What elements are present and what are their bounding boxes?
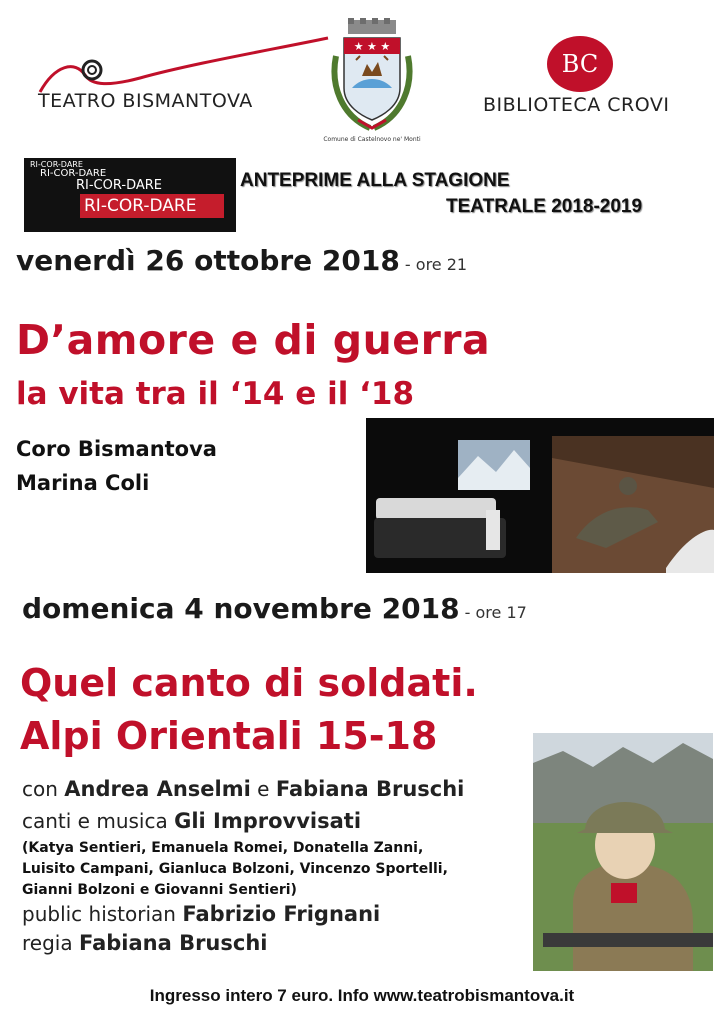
choir-stage-photo <box>366 418 714 573</box>
event2-cast-line: Luisito Campani, Gianluca Bolzoni, Vincenzo Sportelli, <box>22 861 448 877</box>
coat-of-arms-icon <box>322 16 422 136</box>
event1-performer: Marina Coli <box>16 471 150 495</box>
event2-cast-line: (Katya Sentieri, Emanuela Romei, Donatella Zanni, <box>22 840 424 856</box>
svg-text:★ ★ ★: ★ ★ ★ <box>353 40 391 53</box>
credit-name: Fabrizio Frignani <box>182 902 381 926</box>
event2-title: Quel canto di soldati. <box>20 661 478 705</box>
teatro-bismantova-logo <box>30 30 330 120</box>
credit-name: Andrea Anselmi <box>64 777 251 801</box>
ricordare-line-1: RI-COR-DARE <box>30 160 83 169</box>
teatro-logo-text: TEATRO BISMANTOVA <box>38 90 253 112</box>
event1-photo <box>366 418 714 573</box>
event1-performer: Coro Bismantova <box>16 437 217 461</box>
credit-name: Fabiana Bruschi <box>78 931 268 955</box>
event2-date-line <box>22 592 527 625</box>
event1-date-line <box>16 244 467 277</box>
credit-name: Gli Improvvisati <box>174 809 362 833</box>
event2-credit-historian <box>22 902 380 926</box>
biblio-logo-text: BIBLIOTECA CROVI <box>483 94 670 116</box>
event2-subtitle: Alpi Orientali 15-18 <box>20 714 438 758</box>
alpine-soldier-illustration <box>533 733 713 971</box>
crest-caption: Comune di Castelnovo ne' Monti <box>323 136 421 143</box>
credit-prefix: con <box>22 777 65 801</box>
comune-crest <box>322 16 422 146</box>
event2-cast-line: Gianni Bolzoni e Giovanni Sentieri) <box>22 882 297 898</box>
credit-prefix: regia <box>22 931 79 955</box>
ricordare-line-4: RI-COR-DARE <box>80 194 224 218</box>
season-heading-line-2: TEATRALE 2018-2019 <box>446 196 643 217</box>
event2-time: - ore 17 <box>459 603 527 622</box>
bc-badge <box>547 36 613 92</box>
credit-prefix: canti e musica <box>22 809 175 833</box>
event1-date: venerdì 26 ottobre 2018 <box>16 244 400 277</box>
season-heading-line-1: ANTEPRIME ALLA STAGIONE <box>240 170 510 191</box>
event2-photo <box>533 733 713 971</box>
footer-info: Ingresso intero 7 euro. Info www.teatrobismantova.it <box>149 986 575 1005</box>
ricordare-line-2: RI-COR-DARE <box>40 168 107 179</box>
credit-name: Fabiana Bruschi <box>275 777 465 801</box>
event2-credit-canti <box>22 809 361 833</box>
ricordare-line-3: RI-COR-DARE <box>76 178 162 193</box>
event2-date: domenica 4 novembre 2018 <box>22 592 460 625</box>
credit-prefix: public historian <box>22 902 183 926</box>
ricordare-logo <box>24 158 236 232</box>
event1-title: D’amore e di guerra <box>16 316 491 364</box>
credit-connector: e <box>250 777 276 801</box>
event1-subtitle: la vita tra il ‘14 e il ‘18 <box>16 376 415 412</box>
event2-credit-regia <box>22 931 267 955</box>
event2-credit-con <box>22 777 464 801</box>
event1-time: - ore 21 <box>399 255 468 274</box>
bc-initials: BC <box>561 50 599 78</box>
biblioteca-crovi-logo <box>475 30 700 120</box>
